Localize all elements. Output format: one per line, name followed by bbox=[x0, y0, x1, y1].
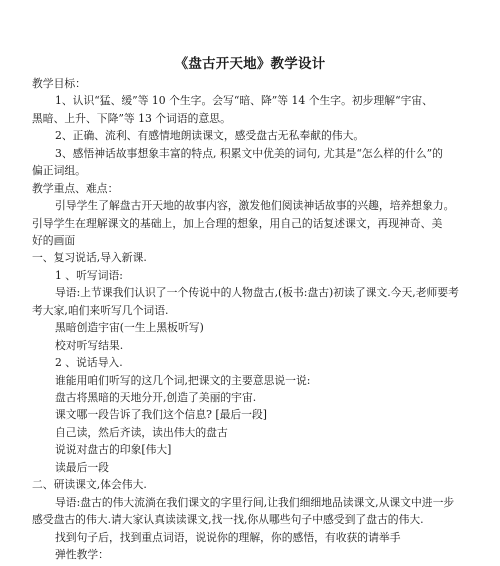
flexible-teaching: 弹性教学： bbox=[55, 548, 109, 561]
focus-paragraph-line-1: 引导学生了解盘古开天地的故事内容，激发他们阅读神话故事的兴趣，培养想象力。 bbox=[55, 199, 455, 213]
intro-line-1: 导语:上节课我们认识了一个传说中的人物盘古,(板书:盘古)初读了课文.今天,老师要考 bbox=[55, 286, 459, 300]
reading-instruction: 自己读，然后齐读，读出伟大的盘古 bbox=[55, 425, 228, 439]
step-1-heading: 1 、听写词语: bbox=[55, 268, 123, 282]
objective-1-line-1: 1、认识“猛、缓”等 10 个生字。会写“暗、降”等 14 个生字。初步理解“宇宙、 bbox=[55, 94, 433, 108]
question-line: 谁能用咱们听写的这几个词,把课文的主要意思说一说: bbox=[55, 373, 311, 387]
dictation-words: 黑暗创造宇宙(一生上黑板听写) bbox=[55, 321, 204, 335]
section-heading-review: 一、复习说话,导入新课. bbox=[32, 251, 147, 265]
check-results: 校对听写结果. bbox=[55, 338, 124, 352]
objective-1-line-2: 黑暗、上升、下降”等 13 个词语的意思。 bbox=[32, 111, 231, 125]
section-heading-objectives: 教学目标： bbox=[32, 77, 86, 90]
study-intro-line-2: 感受盘古的伟大.请大家认真读读课文,找一找,你从哪些句子中感受到了盘古的伟大. bbox=[32, 513, 424, 527]
read-last-paragraph: 读最后一段 bbox=[55, 460, 109, 474]
study-intro-line-1: 导语:盘古的伟大流淌在我们课文的字里行间,让我们细细地品读课文,从课文中进一步 bbox=[55, 495, 455, 509]
intro-line-2: 考大家,咱们来听写几个词语. bbox=[32, 303, 169, 317]
focus-paragraph-line-3: 好的画面 bbox=[32, 234, 76, 247]
paragraph-question: 课文哪一段告诉了我们这个信息? [最后一段] bbox=[55, 408, 267, 422]
impression-line: 说说对盘古的印象[伟大] bbox=[55, 443, 172, 457]
objective-3-line-1: 3、感悟神话故事想象丰富的特点, 积累文中优美的词句, 尤其是“怎么样的什么”的 bbox=[55, 146, 443, 160]
document-title: 《盘古开天地》教学设计 bbox=[174, 56, 326, 72]
section-heading-study: 二、研读课文,体会伟大. bbox=[32, 478, 147, 492]
study-intro-line-3: 找到句子后，找到重点词语，说说你的理解，你的感悟，有收获的请举手 bbox=[55, 530, 401, 544]
focus-paragraph-line-2: 引导学生在理解课文的基础上，加上合理的想象，用自己的话复述课文，再现神奇、美 bbox=[32, 216, 443, 230]
objective-2: 2、正确、流利、有感情地朗读课文，感受盘古无私奉献的伟大。 bbox=[55, 129, 365, 143]
objective-3-line-2: 偏正词组。 bbox=[32, 164, 86, 178]
section-heading-focus: 教学重点、难点： bbox=[32, 181, 119, 195]
step-2-heading: 2 、说话导入. bbox=[55, 356, 123, 370]
answer-line: 盘古将黑暗的天地分开,创造了美丽的宇宙. bbox=[55, 391, 257, 404]
